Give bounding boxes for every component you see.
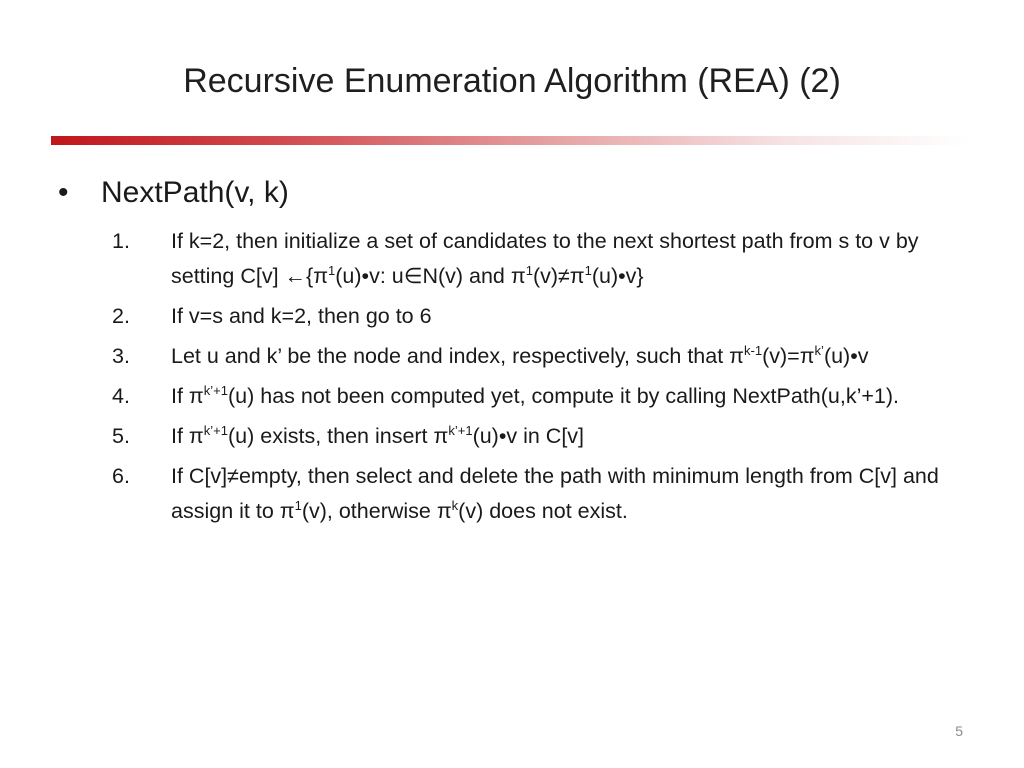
step-number: 4.	[112, 384, 130, 408]
superscript: k-1	[744, 343, 763, 358]
step-text: (u) exists, then insert π	[227, 424, 449, 448]
step-text: (v), otherwise π	[301, 499, 452, 523]
step-text: (u)•v in C[v]	[472, 424, 585, 448]
superscript: 1	[328, 263, 336, 278]
step-number: 3.	[112, 344, 130, 368]
step-number: 2.	[112, 304, 130, 328]
superscript: k	[451, 498, 459, 513]
step-text: (u)•v: u∈N(v) and π	[335, 264, 526, 288]
algorithm-steps	[112, 224, 972, 534]
step-number: 6.	[112, 464, 130, 488]
step-text: If C[v]≠empty, then select and delete the path with minimum length from C[v] and assign it to π	[171, 464, 939, 523]
superscript: k’+1	[448, 423, 473, 438]
bullet-dot-icon: •	[58, 176, 69, 209]
step-text: (v) does not exist.	[458, 499, 628, 523]
step-text: If k=2, then initialize a set of candidates to the next shortest path from s to v by setting C[v] ←{π	[171, 229, 919, 288]
step-text: (u) has not been computed yet, compute it by calling NextPath(u,k’+1).	[227, 384, 900, 408]
step-2	[112, 299, 972, 334]
step-text: If v=s and k=2, then go to 6	[171, 304, 432, 328]
page-number: 5	[955, 723, 963, 739]
superscript: k’	[814, 343, 824, 358]
step-text: If π	[171, 384, 204, 408]
superscript: 1	[525, 263, 533, 278]
step-5	[112, 419, 972, 454]
step-4	[112, 379, 972, 414]
superscript: 1	[294, 498, 302, 513]
step-number: 1.	[112, 229, 130, 253]
step-6	[112, 459, 972, 529]
step-text: Let u and k’ be the node and index, respectively, such that π	[171, 344, 745, 368]
superscript: k’+1	[203, 423, 228, 438]
step-3	[112, 339, 972, 374]
step-text: (u)•v	[823, 344, 869, 368]
title-accent-bar	[51, 136, 970, 145]
superscript: k’+1	[203, 383, 228, 398]
superscript: 1	[584, 263, 592, 278]
step-1	[112, 224, 972, 294]
step-text: If π	[171, 424, 204, 448]
slide-title: Recursive Enumeration Algorithm (REA) (2)	[183, 62, 841, 100]
step-text: (v)≠π	[532, 264, 585, 288]
step-text: (v)=π	[762, 344, 815, 368]
bullet-text: NextPath(v, k)	[101, 176, 289, 209]
step-number: 5.	[112, 424, 130, 448]
step-text: (u)•v}	[591, 264, 644, 288]
